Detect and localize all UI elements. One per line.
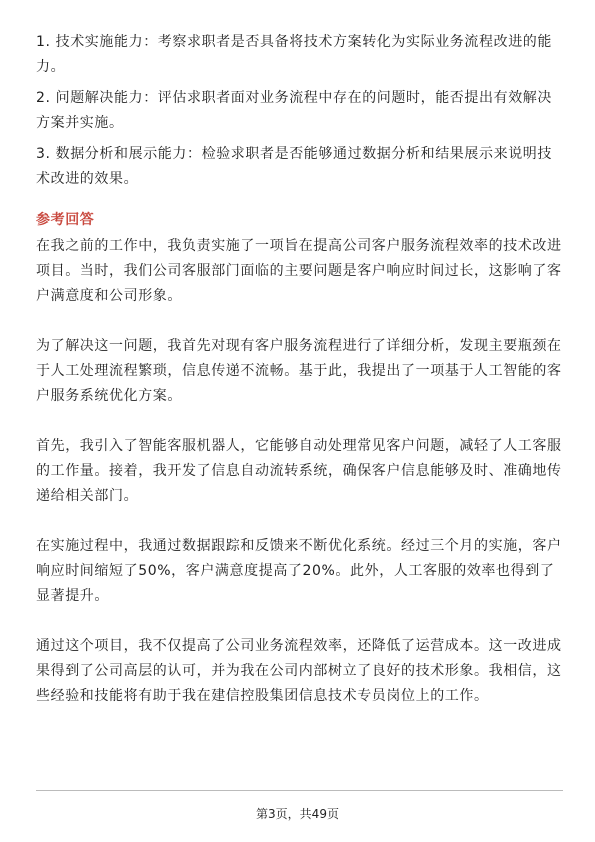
criteria-item-technical-implementation: 1. 技术实施能力：考察求职者是否具备将技术方案转化为实际业务流程改进的能力。 [36,34,553,75]
reference-answer-heading: 参考回答 [36,212,95,228]
answer-paragraph: 在我之前的工作中，我负责实施了一项旨在提高公司客户服务流程效率的技术改进项目。当时，我们公司客服部门面临的主要问题是客户响应时间过长，这影响了客户满意度和公司形象。 [36,238,562,304]
reference-answer-body [36,234,563,734]
page-number: 第3页，共49页 [256,807,339,821]
answer-paragraph: 为了解决这一问题，我首先对现有客户服务流程进行了详细分析，发现主要瓶颈在于人工处理流程繁琐，信息传递不流畅。基于此，我提出了一项基于人工智能的客户服务系统优化方案。 [36,338,562,404]
answer-paragraph: 通过这个项目，我不仅提高了公司业务流程效率，还降低了运营成本。这一改进成果得到了公司高层的认可，并为我在公司内部树立了良好的技术形象。我相信，这些经验和技能将有助于我在建信控股集团信息技术专员岗位上的工作。 [36,638,562,704]
answer-paragraph: 在实施过程中，我通过数据跟踪和反馈来不断优化系统。经过三个月的实施，客户响应时间缩短了50%，客户满意度提高了20%。此外，人工客服的效率也得到了显著提升。 [36,538,562,604]
evaluation-criteria-list [36,30,563,198]
criteria-item-problem-solving: 2. 问题解决能力：评估求职者面对业务流程中存在的问题时，能否提出有效解决方案并实施。 [36,90,553,131]
answer-paragraph: 首先，我引入了智能客服机器人，它能够自动处理常见客户问题，减轻了人工客服的工作量。接着，我开发了信息自动流转系统，确保客户信息能够及时、准确地传递给相关部门。 [36,438,562,504]
criteria-item-data-analysis: 3. 数据分析和展示能力：检验求职者是否能够通过数据分析和结果展示来说明技术改进的效果。 [36,146,553,187]
footer-divider [36,790,563,791]
